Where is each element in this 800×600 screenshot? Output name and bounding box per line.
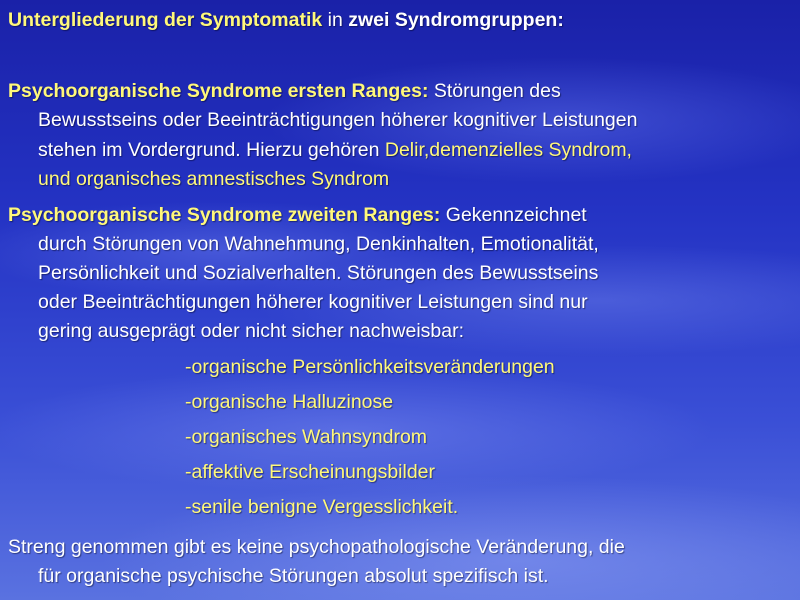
second-rank-line-5: gering ausgeprägt oder nicht sicher nachweisbar: [38, 320, 465, 342]
heading-part-2: in [322, 9, 349, 31]
heading-part-1: Untergliederung der Symptomatik [8, 9, 323, 31]
first-rank-title: Psychoorganische Syndrome ersten Ranges: [8, 80, 429, 102]
first-rank-line-3-yellow: Delir,demenzielles Syndrom, [384, 139, 632, 161]
list-item: -organische Persönlichkeitsveränderungen [185, 356, 555, 378]
second-rank-line-1-rest: Gekennzeichnet [440, 204, 587, 226]
first-rank-line-4: und organisches amnestisches Syndrom [38, 168, 390, 190]
second-rank-line-3: Persönlichkeit und Sozialverhalten. Störungen des Bewusstseins [38, 262, 599, 284]
first-rank-line-2: Bewusstseins oder Beeinträchtigungen höherer kognitiver Leistungen [38, 109, 638, 131]
heading-part-3: zwei Syndromgruppen: [348, 9, 564, 31]
second-rank-title: Psychoorganische Syndrome zweiten Ranges: [8, 204, 441, 226]
second-rank-line-4: oder Beeinträchtigungen höherer kognitiver Leistungen sind nur [38, 291, 588, 313]
list-item: -organische Halluzinose [185, 391, 394, 413]
first-rank-line-3 [38, 135, 632, 165]
conclusion-line-1: Streng genommen gibt es keine psychopathologische Veränderung, die [8, 536, 625, 558]
first-rank-line-1 [8, 76, 561, 106]
slide-heading [8, 5, 564, 35]
conclusion-line-2: für organische psychische Störungen absolut spezifisch ist. [38, 565, 549, 587]
list-item: -senile benigne Vergesslichkeit. [185, 496, 459, 518]
list-item: -affektive Erscheinungsbilder [185, 461, 436, 483]
first-rank-line-3-white: stehen im Vordergrund. Hierzu gehören [38, 139, 385, 161]
list-item: -organisches Wahnsyndrom [185, 426, 428, 448]
second-rank-line-1 [8, 200, 587, 230]
second-rank-line-2: durch Störungen von Wahnehmung, Denkinhalten, Emotionalität, [38, 233, 599, 255]
first-rank-line-1-rest: Störungen des [428, 80, 561, 102]
